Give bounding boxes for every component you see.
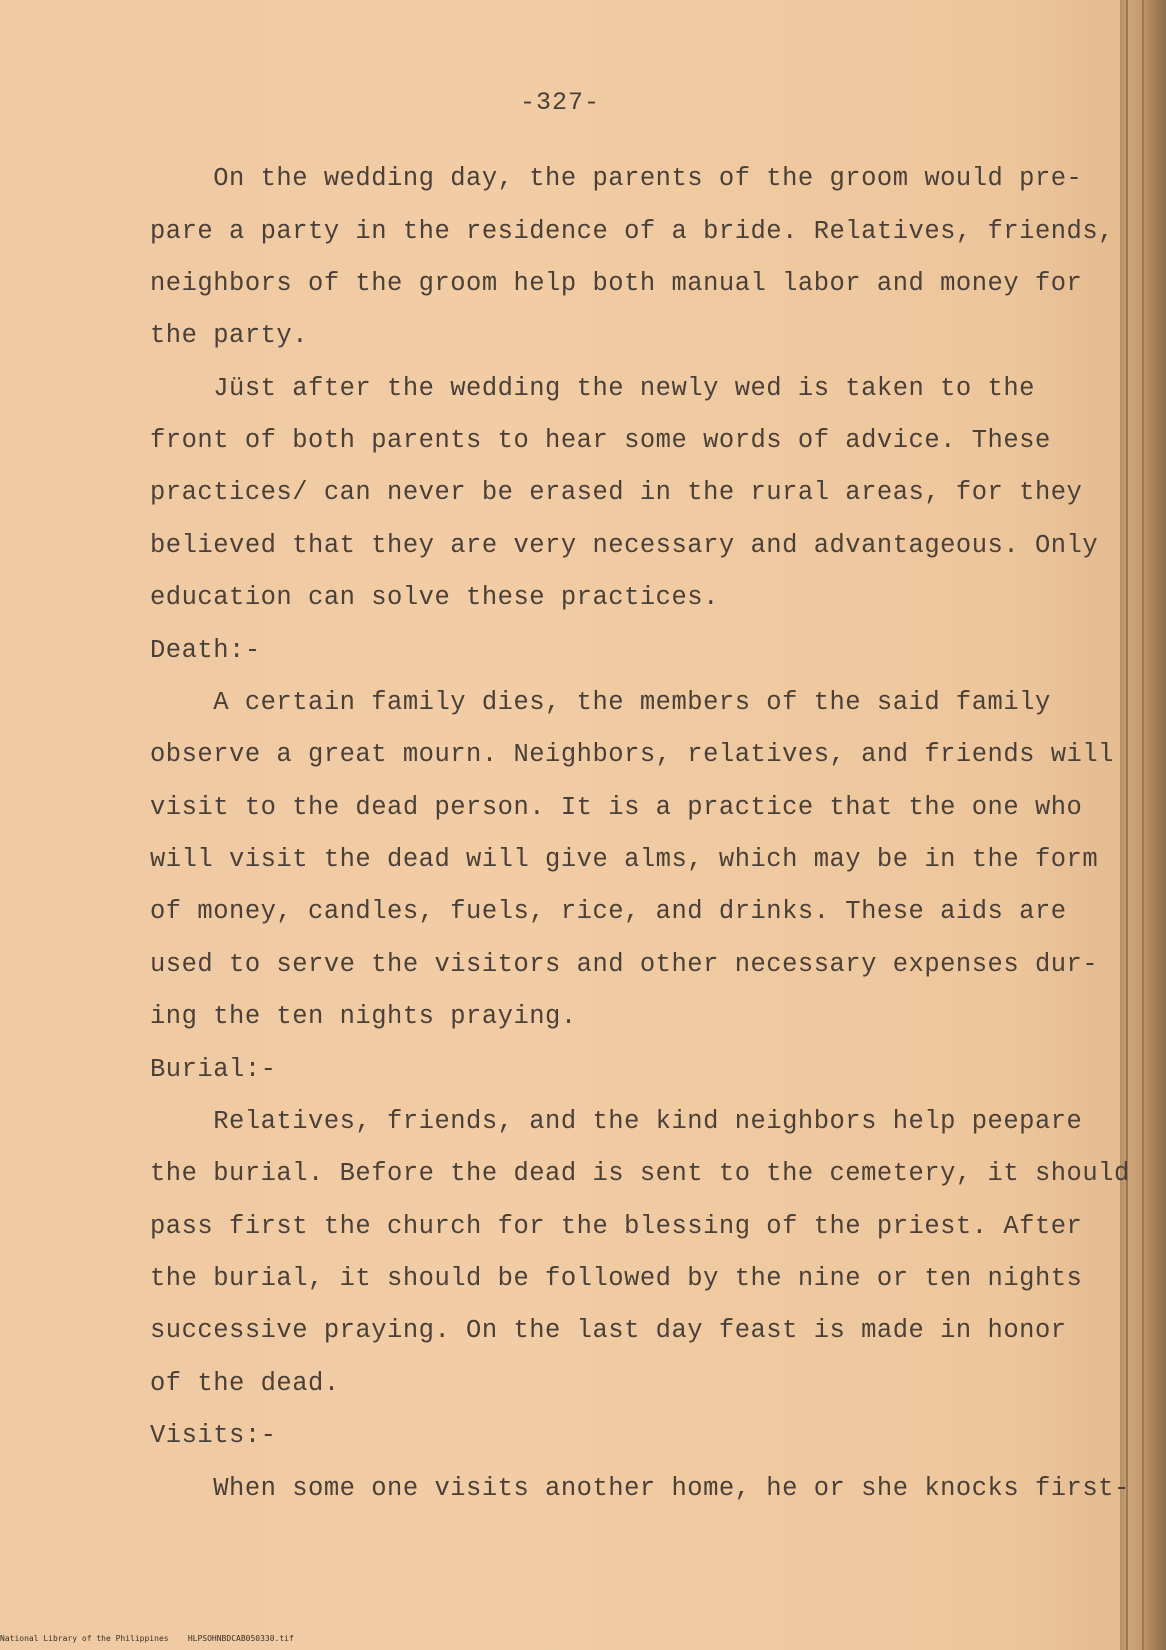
text-line: A certain family dies, the members of the said family (150, 688, 1051, 717)
page-edge (1120, 0, 1166, 1650)
text-line: Relatives, friends, and the kind neighbors help peepare (150, 1107, 1083, 1136)
text-line: pass first the church for the blessing of the priest. After (150, 1212, 1083, 1241)
text-line: When some one visits another home, he or she knocks first- (150, 1474, 1130, 1503)
section-heading-burial: Burial:- (150, 1055, 277, 1084)
text-line: of money, candles, fuels, rice, and drinks. These aids are (150, 897, 1067, 926)
scan-footer: National Library of the Philippines HLPSOHNBDCAB050330.tif (0, 1634, 294, 1643)
text-line: pare a party in the residence of a bride. Relatives, friends, (150, 217, 1114, 246)
text-line: front of both parents to hear some words of advice. These (150, 426, 1051, 455)
section-heading-visits: Visits:- (150, 1421, 277, 1450)
page-number: -327- (519, 88, 600, 117)
text-line: the party. (150, 321, 309, 350)
text-line: ing the ten nights praying. (150, 1002, 577, 1031)
text-line: will visit the dead will give alms, which may be in the form (150, 845, 1099, 874)
section-heading-death: Death:- (150, 636, 261, 665)
text-line: observe a great mourn. Neighbors, relatives, and friends will (150, 740, 1114, 769)
text-line: the burial, it should be followed by the nine or ten nights (150, 1264, 1083, 1293)
text-line: successive praying. On the last day feast is made in honor (150, 1316, 1067, 1345)
text-line: education can solve these practices. (150, 583, 719, 612)
edge-line (1142, 0, 1144, 1650)
text-line: used to serve the visitors and other necessary expenses dur- (150, 950, 1099, 979)
text-line: On the wedding day, the parents of the groom would pre- (150, 164, 1083, 193)
text-line: practices/ can never be erased in the rural areas, for they (150, 478, 1083, 507)
text-line: of the dead. (150, 1369, 340, 1398)
text-line: the burial. Before the dead is sent to the cemetery, it should (150, 1159, 1130, 1188)
text-line: visit to the dead person. It is a practice that the one who (150, 793, 1083, 822)
text-line: Jüst after the wedding the newly wed is taken to the (150, 374, 1035, 403)
edge-line (1158, 0, 1160, 1650)
edge-line (1126, 0, 1128, 1650)
text-line: believed that they are very necessary and advantageous. Only (150, 531, 1099, 560)
text-line: neighbors of the groom help both manual labor and money for (150, 269, 1083, 298)
